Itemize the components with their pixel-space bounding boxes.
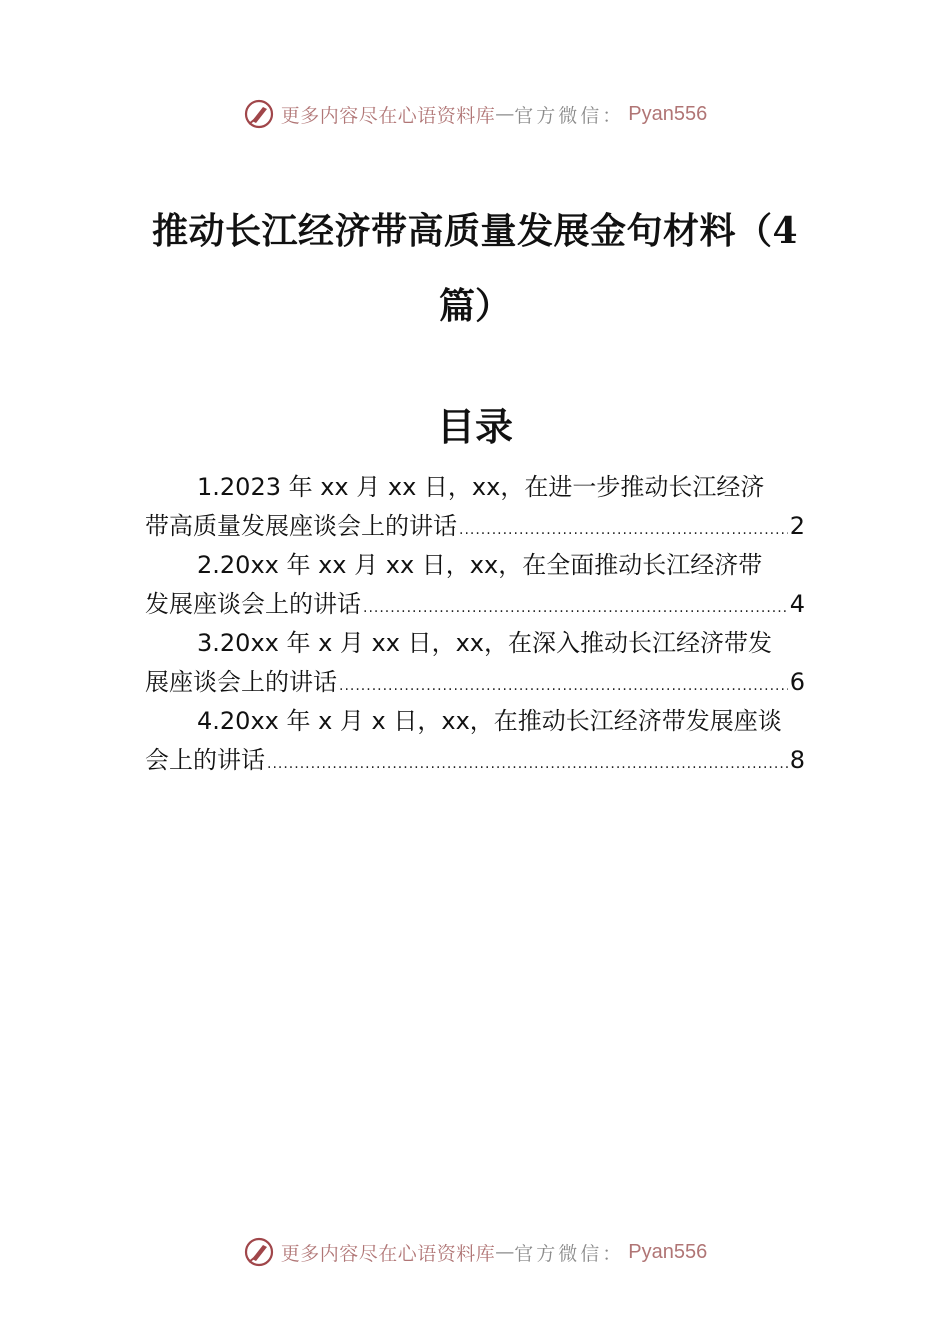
toc-heading: 目录	[436, 404, 513, 449]
toc-entry[interactable]	[145, 546, 805, 624]
toc-entry-title: 2.20xx 年 xx 月 xx 日，xx，在全面推动长江经济带	[197, 551, 763, 579]
toc-entry[interactable]	[145, 468, 805, 546]
toc-entry-title-cont: 发展座谈会上的讲话	[145, 590, 361, 618]
toc-page-number: 2	[789, 512, 805, 540]
toc-page-number: 4	[789, 590, 805, 618]
toc-leader-dots	[363, 589, 788, 628]
toc-entry-title: 1.2023 年 xx 月 xx 日，xx，在进一步推动长江经济	[197, 473, 765, 501]
toc-entry-continuation	[145, 741, 805, 780]
header-banner	[0, 94, 950, 134]
wechat-id: Pyan556	[628, 1240, 708, 1263]
toc-entry-title: 3.20xx 年 x 月 xx 日，xx，在深入推动长江经济带发	[197, 629, 773, 657]
toc-entry[interactable]	[145, 624, 805, 702]
toc-entry-title: 4.20xx 年 x 月 x 日，xx，在推动长江经济带发展座谈	[197, 707, 782, 735]
toc-leader-dots	[459, 511, 788, 550]
footer-banner	[0, 1232, 950, 1272]
banner-separator: —	[495, 103, 515, 125]
document-title-line-1: 推动长江经济带高质量发展金句材料（4	[151, 210, 799, 252]
wechat-label: 官方微信：	[514, 104, 625, 127]
toc-entry-continuation	[145, 663, 805, 702]
table-of-contents	[145, 468, 805, 780]
toc-entry-title-cont: 会上的讲话	[145, 746, 265, 774]
document-title-line-2: 篇）	[438, 285, 511, 327]
toc-entry-continuation	[145, 585, 805, 624]
promo-text: 更多内容尽在心语资料库	[280, 1242, 496, 1265]
wechat-id: Pyan556	[628, 102, 708, 125]
toc-page-number: 6	[789, 668, 805, 696]
toc-leader-dots	[267, 745, 788, 784]
promo-text: 更多内容尽在心语资料库	[280, 104, 496, 127]
toc-page-number: 8	[789, 746, 805, 774]
toc-entry-title-cont: 带高质量发展座谈会上的讲话	[145, 512, 457, 540]
toc-leader-dots	[339, 667, 788, 706]
quill-logo-icon	[243, 98, 275, 130]
banner-separator: —	[495, 1241, 515, 1263]
toc-entry-continuation	[145, 507, 805, 546]
wechat-label: 官方微信：	[514, 1242, 625, 1265]
toc-entry-title-cont: 展座谈会上的讲话	[145, 668, 337, 696]
quill-logo-icon	[243, 1236, 275, 1268]
toc-entry[interactable]	[145, 702, 805, 780]
